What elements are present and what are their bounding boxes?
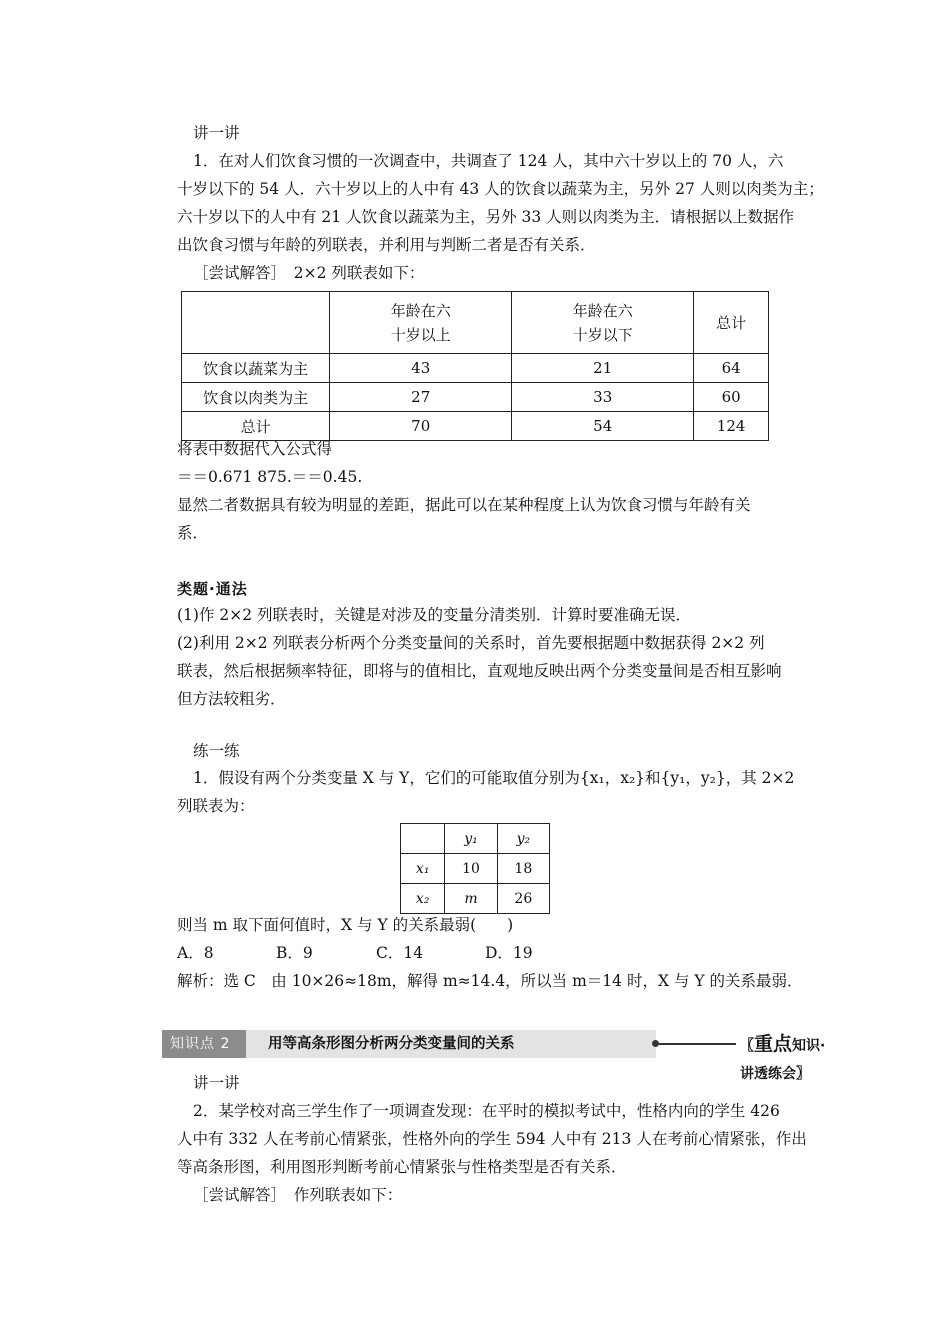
row-label: 饮食以蔬菜为主 [182,354,330,383]
header-label: 年龄在六 十岁以上 [390,301,451,344]
section-heading: 讲一讲 [193,124,240,142]
knowledge-banner [162,1030,830,1082]
header-label: 年龄在六 十岁以下 [572,301,633,344]
table-cell: 27 [330,383,512,412]
table-header-cell: y₂ [497,824,549,854]
row-label: 饮食以肉类为主 [182,383,330,412]
row-label: x₁ [401,854,445,884]
table-header-cell [401,824,445,854]
table-header-cell [182,292,330,354]
body-line: 显然二者数据具有较为明显的差距，据此可以在某种程度上认为饮食习惯与年龄有关 [177,496,751,514]
table-cell: 10 [445,854,497,884]
table-header-cell [330,292,512,354]
table-cell: 18 [497,854,549,884]
table-header-cell: y₁ [445,824,497,854]
table-cell: 70 [330,412,512,441]
method-line: 但方法较粗劣． [177,690,286,708]
formula-line: ＝＝0.671 875.＝＝0.45. [177,468,363,486]
divider-line [656,1043,736,1045]
table-cell: 124 [694,412,769,441]
row-label: x₂ [401,884,445,914]
table-cell: m [445,884,497,914]
table-header-cell [512,292,694,354]
option-a: A．8 [177,944,214,962]
banner-title: 用等高条形图分析两分类变量间的关系 [246,1030,656,1058]
problem-line: 出饮食习惯与年龄的列联表，并利用与判断二者是否有关系． [177,236,596,254]
table-cell: 60 [694,383,769,412]
table-cell: 26 [497,884,549,914]
table-header-cell: 总计 [694,292,769,354]
banner-emphasis: 重点 [754,1033,793,1055]
table-cell: 64 [694,354,769,383]
table-cell: 43 [330,354,512,383]
body-line: 系． [177,524,209,542]
method-line: (1)作 2×2 列联表时，关键是对涉及的变量分清类别．计算时要准确无误． [177,606,692,624]
bracket-open: 〖 [740,1038,754,1054]
option-b: B．9 [276,944,313,962]
banner-right-text: 知识·讲透练会〗 [740,1038,826,1082]
banner-right-label [740,1030,830,1082]
table-cell: 54 [512,412,694,441]
problem-line: 2．某学校对高三学生作了一项调查发现：在平时的模拟考试中，性格内向的学生 426 [193,1102,780,1120]
body-line: 将表中数据代入公式得 [177,440,333,458]
answer-intro: ［尝试解答］ 作列联表如下： [193,1186,403,1204]
table-cell: 21 [512,354,694,383]
problem-line: 十岁以下的 54 人．六十岁以上的人中有 43 人的饮食以蔬菜为主，另外 27 人则以肉类为主； [177,180,824,198]
solution-line: 解析：选 C 由 10×26≈18m，解得 m≈14.4，所以当 m＝14 时，X 与 Y 的关系最弱． [177,972,803,990]
option-d: D．19 [485,944,533,962]
section-heading: 讲一讲 [193,1074,240,1092]
xy-table [400,823,550,914]
answer-intro: ［尝试解答］ 2×2 列联表如下： [193,264,425,282]
practice-heading: 练一练 [193,742,240,760]
table-cell: 33 [512,383,694,412]
practice-line: 1．假设有两个分类变量 X 与 Y，它们的可能取值分别为{x₁，x₂}和{y₁，y₂}，其 2×2 [193,769,795,787]
question-line: 则当 m 取下面何值时，X 与 Y 的关系最弱( ) [177,916,514,934]
problem-line: 1．在对人们饮食习惯的一次调查中，共调查了 124 人，其中六十岁以上的 70 人，六 [193,152,784,170]
method-line: (2)利用 2×2 列联表分析两个分类变量间的关系时，首先要根据题中数据获得 2×2 列 [177,634,765,652]
option-c: C．14 [376,944,424,962]
contingency-table [181,291,769,441]
problem-line: 六十岁以下的人中有 21 人饮食以蔬菜为主，另外 33 人则以肉类为主．请根据以上数据作 [177,208,795,226]
problem-line: 等高条形图，利用图形判断考前心情紧张与性格类型是否有关系． [177,1158,627,1176]
row-label: 总计 [182,412,330,441]
method-line: 联表，然后根据频率特征，即将与的值相比，直观地反映出两个分类变量间是否相互影响 [177,662,782,680]
banner-tag: 知识点 2 [162,1030,246,1058]
practice-line: 列联表为： [177,797,255,815]
problem-line: 人中有 332 人在考前心情紧张，性格外向的学生 594 人中有 213 人在考前心情紧张，作出 [177,1130,807,1148]
method-heading: 类题·通法 [177,580,248,598]
